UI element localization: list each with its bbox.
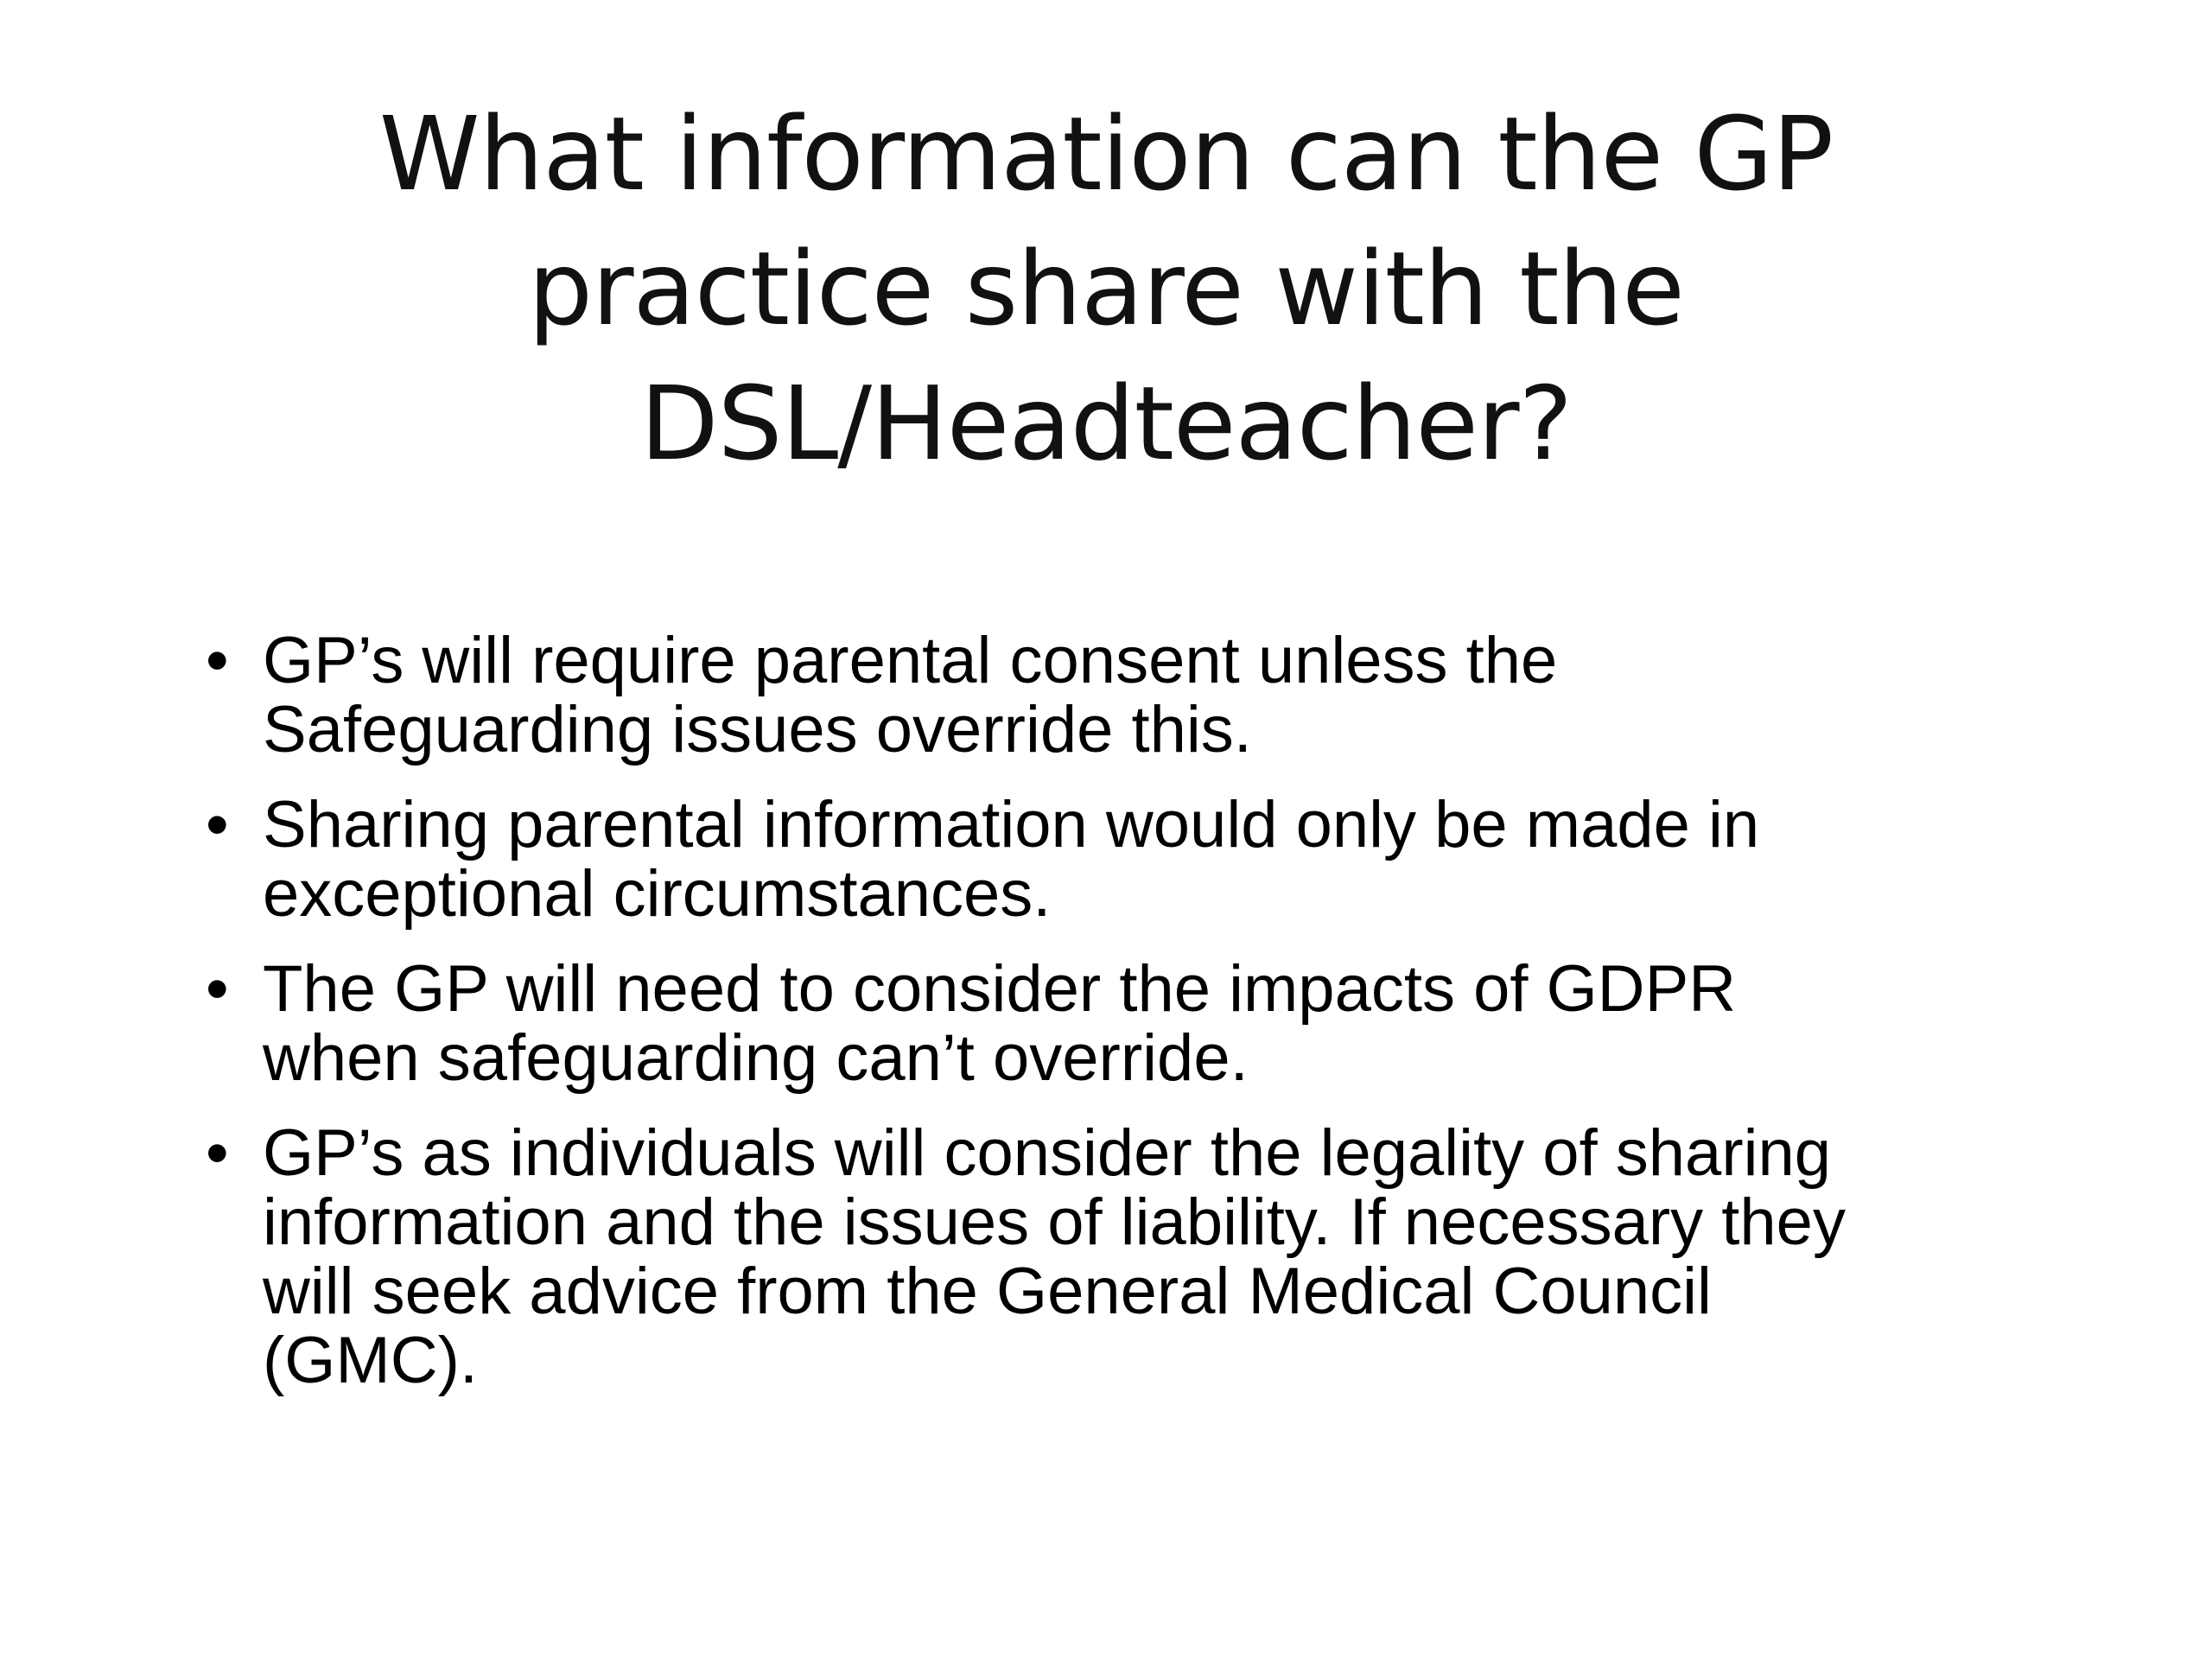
bullet-item (200, 626, 2084, 765)
bullet-icon: • (206, 1116, 229, 1190)
title-line: What information can the GP (378, 94, 1834, 213)
bullet-text-line: GP’s will require parental consent unless the (263, 624, 1558, 697)
bullet-item (200, 1116, 2084, 1397)
bullet-text-line: (GMC). (263, 1324, 479, 1397)
bullet-icon: • (206, 788, 229, 861)
title-line: practice share with the (528, 229, 1684, 348)
bullet-text-line: will seek advice from the General Medical Council (263, 1255, 1712, 1328)
slide-title (242, 86, 1970, 491)
bullet-text-line: when safeguarding can’t override. (263, 1021, 1249, 1095)
bullet-text-line: Sharing parental information would only be made in (263, 788, 1760, 861)
bullet-text-line: GP’s as individuals will consider the legality of sharing (263, 1116, 1832, 1190)
bullet-item (200, 952, 2084, 1095)
bullet-text-line: information and the issues of liability. If necessary they (263, 1185, 1846, 1259)
bullet-list (200, 626, 2084, 1421)
bullet-text-line: Safeguarding issues override this. (263, 693, 1252, 766)
title-line: DSL/Headteacher? (639, 364, 1573, 483)
bullet-item (200, 788, 2084, 931)
bullet-text-line: The GP will need to consider the impacts of GDPR (263, 952, 1737, 1026)
bullet-icon: • (206, 624, 229, 697)
bullet-text-line: exceptional circumstances. (263, 857, 1052, 931)
bullet-icon: • (206, 952, 229, 1026)
